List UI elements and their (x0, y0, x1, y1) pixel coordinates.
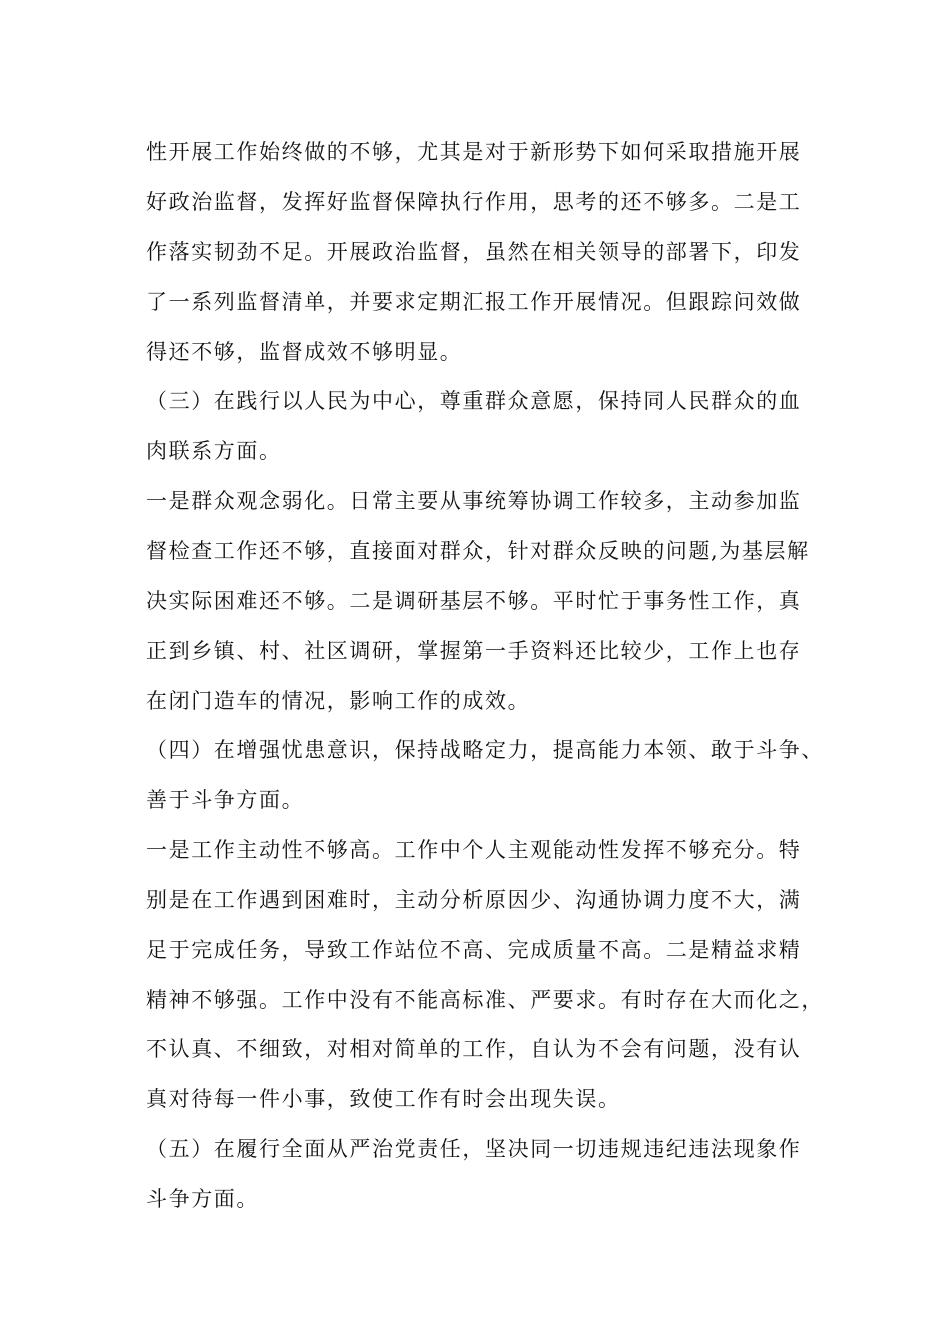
section-heading: 肉联系方面。 (146, 439, 282, 463)
text-line: 一是群众观念弱化。日常主要从事统筹协调工作较多，主动参加监 (146, 489, 802, 513)
section-heading: （五）在履行全面从严治党责任，坚决同一切违规违纪违法现象作 (146, 1137, 802, 1161)
section-heading: 斗争方面。 (146, 1187, 259, 1211)
text-line: 精神不够强。工作中没有不能高标准、严要求。有时存在大而化之， (146, 988, 824, 1012)
text-line: 性开展工作始终做的不够，尤其是对于新形势下如何采取措施开展 (146, 140, 802, 164)
text-line: 得还不够，监督成效不够明显。 (146, 340, 463, 364)
text-line: 督检查工作还不够，直接面对群众，针对群众反映的问题,为基层解 (146, 539, 810, 563)
text-line: 好政治监督，发挥好监督保障执行作用，思考的还不够多。二是工 (146, 190, 802, 214)
text-line: 别是在工作遇到困难时，主动分析原因少、沟通协调力度不大，满 (146, 888, 802, 912)
text-line: 真对待每一件小事，致使工作有时会出现失误。 (146, 1087, 621, 1111)
section-heading: 善于斗争方面。 (146, 788, 305, 812)
section-heading: （四）在增强忧患意识，保持战略定力，提高能力本领、敢于斗争、 (146, 738, 824, 762)
text-line: 不认真、不细致，对相对简单的工作，自认为不会有问题，没有认 (146, 1037, 802, 1061)
text-line: 在闭门造车的情况，影响工作的成效。 (146, 689, 531, 713)
text-line: 正到乡镇、村、社区调研，掌握第一手资料还比较少，工作上也存 (146, 639, 802, 663)
text-line: 一是工作主动性不够高。工作中个人主观能动性发挥不够充分。特 (146, 838, 802, 862)
text-line: 决实际困难还不够。二是调研基层不够。平时忙于事务性工作，真 (146, 589, 802, 613)
text-line: 作落实韧劲不足。开展政治监督，虽然在相关领导的部署下，印发 (146, 240, 802, 264)
text-line: 足于完成任务，导致工作站位不高、完成质量不高。二是精益求精 (146, 938, 802, 962)
section-heading: （三）在践行以人民为中心，尊重群众意愿，保持同人民群众的血 (146, 389, 802, 413)
text-line: 了一系列监督清单，并要求定期汇报工作开展情况。但跟踪问效做 (146, 290, 802, 314)
